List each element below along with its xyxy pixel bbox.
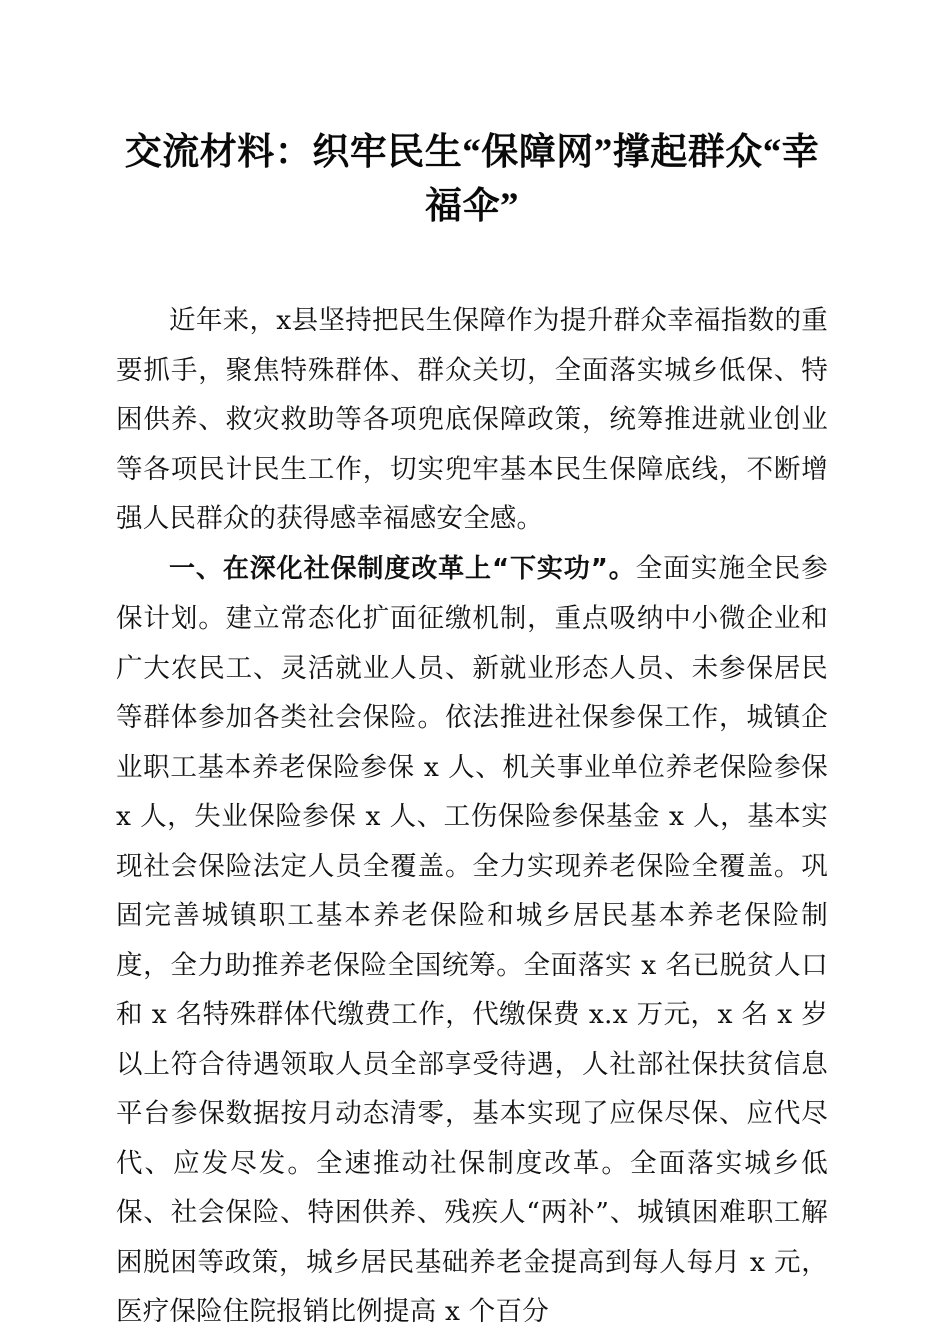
- page-title-line-2: 福伞”: [425, 186, 519, 227]
- document-content: [116, 0, 828, 1337]
- section-body-one: 全面实施全民参保计划。建立常态化扩面征缴机制，重点吸纳中小微企业和广大农民工、灵活就业人员、新就业形态人员、未参保居民等群体参加各类社会保险。依法推进社保参保工作，城镇企业职工基本养老保险参保 x 人、机关事业单位养老保险参保 x 人，失业保险参保 x 人、工伤保险参保基金 x 人，基本实现社会保险法定人员全覆盖。全力实现养老保险全覆盖。巩固完善城镇职工基本养老保险和城乡居民基本养老保险制度，全力助推养老保险全国统筹。全面落实 x 名已脱贫人口和 x 名特殊群体代缴费工作，代缴保费 x.x 万元，x 名 x 岁以上符合待遇领取人员全部享受待遇，人社部社保扶贫信息平台参保数据按月动态清零，基本实现了应保尽保、应代尽代、应发尽发。全速推动社保制度改革。全面落实城乡低保、社会保险、特困供养、残疾人“两补”、城镇困难职工解困脱困等政策，城乡居民基础养老金提高到每人每月 x 元，医疗保险住院报销比例提高 x 个百分: [116, 552, 828, 1327]
- paragraph-intro: 近年来，x县坚持把民生保障作为提升群众幸福指数的重要抓手，聚焦特殊群体、群众关切，全面落实城乡低保、特困供养、救灾救助等各项兜底保障政策，统筹推进就业创业等各项民计民生工作，切实兜牢基本民生保障底线，不断增强人民群众的获得感幸福感安全感。: [116, 305, 828, 534]
- section-heading-one: 一、在深化社保制度改革上“下实功”。: [169, 553, 636, 584]
- page-title: [116, 0, 828, 234]
- paragraph-section-one: [116, 544, 828, 1337]
- page-title-line-1: 交流材料：织牢民生“保障网”撑起群众“幸: [124, 132, 820, 173]
